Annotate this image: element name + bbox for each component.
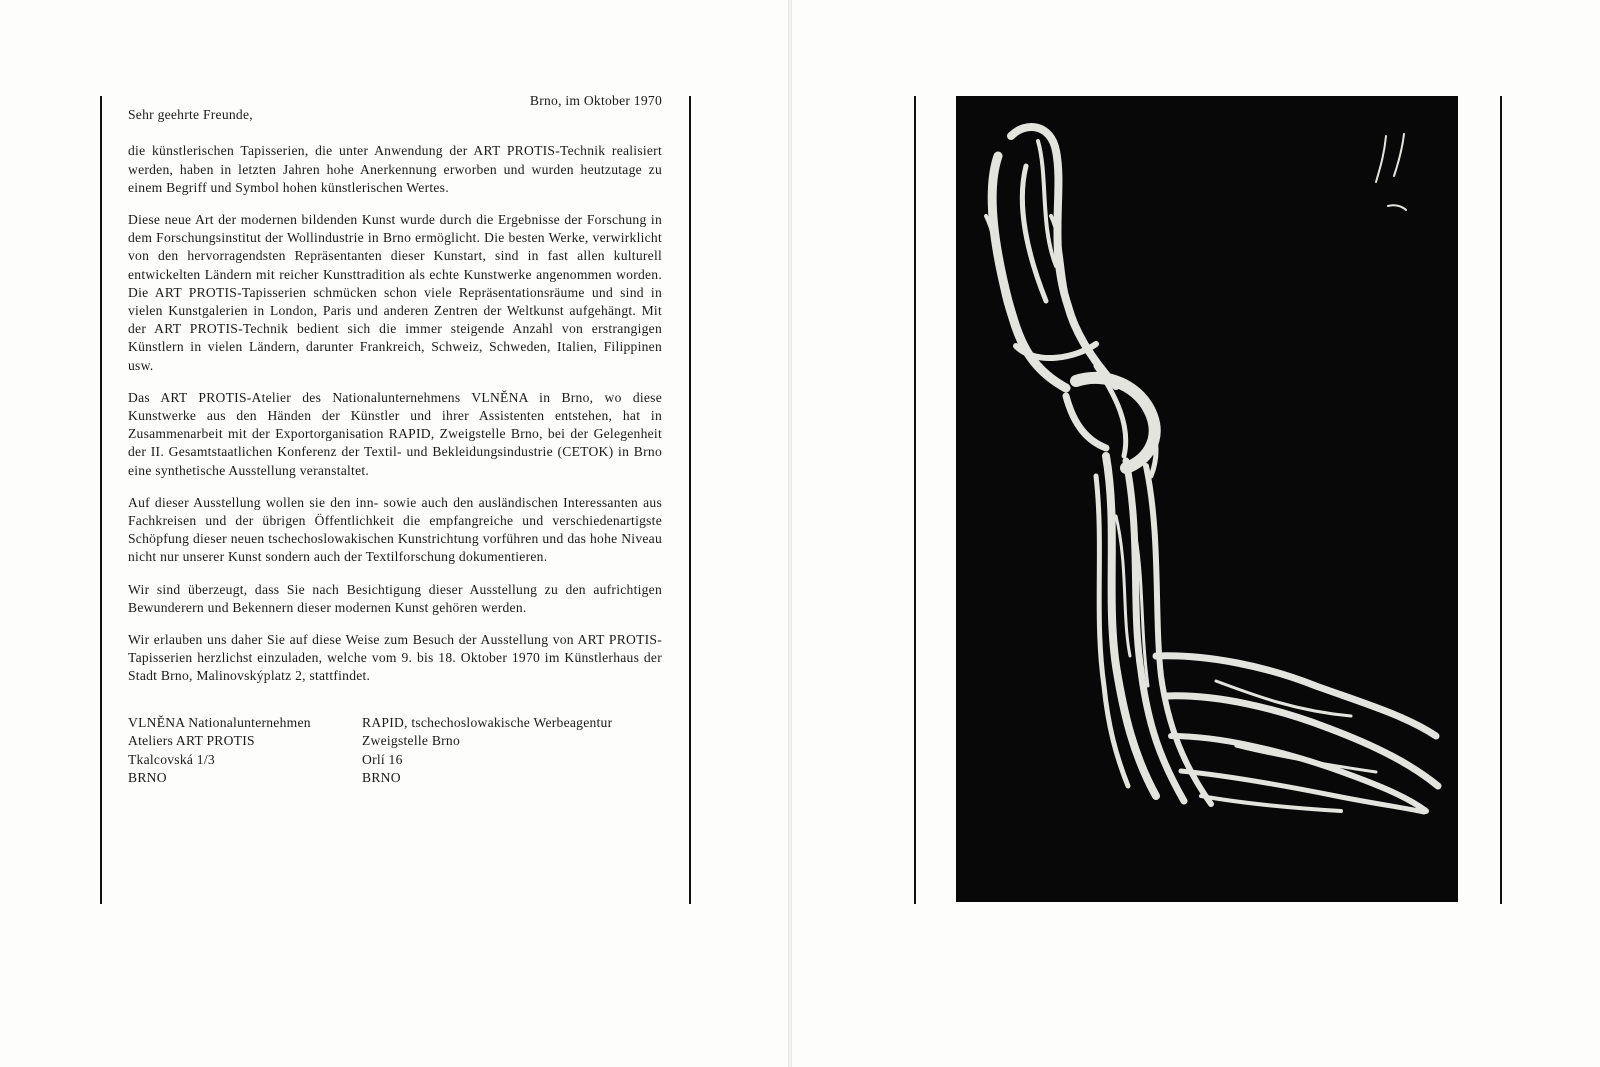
signature-line: Orlí 16 bbox=[362, 751, 403, 767]
signature-rapid bbox=[362, 714, 612, 788]
tapestry-photograph bbox=[956, 96, 1458, 902]
invitation-letter bbox=[128, 92, 662, 787]
letter-paragraph: die künstlerischen Tapisserien, die unter Anwendung der ART PROTIS-Technik realisiert werden, haben in letzten Jahren hohe Anerkennung erworben und wurden heutzutage zu einem Begriff und Symbol hohen künstlerischen Wertes. bbox=[128, 143, 662, 195]
left-page-rule-left bbox=[100, 96, 102, 904]
letter-paragraph: Wir erlauben uns daher Sie auf diese Weise zum Besuch der Ausstellung von ART PROTIS-Tapisserien herzlichst einzuladen, welche vom 9. bis 18. Oktober 1970 im Künstlerhaus der Stadt Brno, Malinovskýplatz 2, stattfindet. bbox=[128, 632, 662, 684]
page-gutter bbox=[788, 0, 792, 1067]
tapestry-illustration bbox=[956, 96, 1458, 902]
signature-line: Zweigstelle Brno bbox=[362, 733, 461, 749]
signature-line: BRNO bbox=[128, 769, 167, 785]
signature-block bbox=[128, 714, 662, 788]
signature-line: Tkalcovská 1/3 bbox=[128, 751, 215, 767]
signature-line: VLNĚNA Nationalunternehmen bbox=[128, 714, 311, 730]
letter-paragraph: Auf dieser Ausstellung wollen sie den inn- sowie auch den ausländischen Interessanten aus Fachkreisen und der übrigen Öffentlichkeit die empfangreiche und verschiedenartigste Schöpfung dieser neuen tschechoslowakischen Kunstrichtung vorführen und das hohe Niveau nicht nur unserer Kunst sondern auch der Textilforschung dokumentieren. bbox=[128, 494, 662, 565]
letter-paragraph: Diese neue Art der modernen bildenden Kunst wurde durch die Ergebnisse der Forschung in dem Forschungsinstitut der Wollindustrie in Brno ermöglicht. Die besten Werke, verwirklicht von den hervorragendsten Repräsentanten dieser Kunstart, sind in fast allen kulturell entwickelten Ländern mit reicher Kunsttradition als echte Kunstwerke angenommen worden. Die ART PROTIS-Tapisserien schmücken schon viele Repräsentationsräume und sind in vielen Kunstgalerien in London, Paris und anderen Zentren der Weltkunst aufgehängt. Mit der ART PROTIS-Technik bedient sich die immer steigende Anzahl von erstrangigen Künstlern in vielen Ländern, darunter Frankreich, Schweiz, Schweden, Italien, Filippinen usw. bbox=[128, 212, 662, 373]
signature-line: BRNO bbox=[362, 769, 401, 785]
signature-line: Ateliers ART PROTIS bbox=[128, 733, 255, 749]
right-page-rule-right bbox=[1500, 96, 1502, 904]
right-page-rule-left bbox=[914, 96, 916, 904]
letter-date: Brno, im Oktober 1970 bbox=[529, 93, 662, 108]
letter-paragraph: Wir sind überzeugt, dass Sie nach Besichtigung dieser Ausstellung zu den aufrichtigen Bewunderern und Bekennern dieser modernen Kunst gehören werden. bbox=[128, 581, 662, 615]
letter-greeting: Sehr geehrte Freunde, bbox=[128, 107, 253, 123]
letter-paragraph: Das ART PROTIS-Atelier des Nationalunternehmens VLNĚNA in Brno, wo diese Kunstwerke aus den Händen der Künstler und ihrer Assistenten entstehen, hat in Zusammenarbeit mit der Exportorganisation RAPID, Zweigstelle Brno, bei der Gelegenheit der II. Gesamtstaatlichen Konferenz der Textil- und Bekleidungsindustrie (CETOK) in Brno eine synthetische Ausstellung veranstaltet. bbox=[128, 389, 662, 478]
left-page-rule-right bbox=[689, 96, 691, 904]
signature-line: RAPID, tschechoslowakische Werbeagentur bbox=[362, 714, 613, 730]
signature-vlnena bbox=[128, 714, 362, 788]
